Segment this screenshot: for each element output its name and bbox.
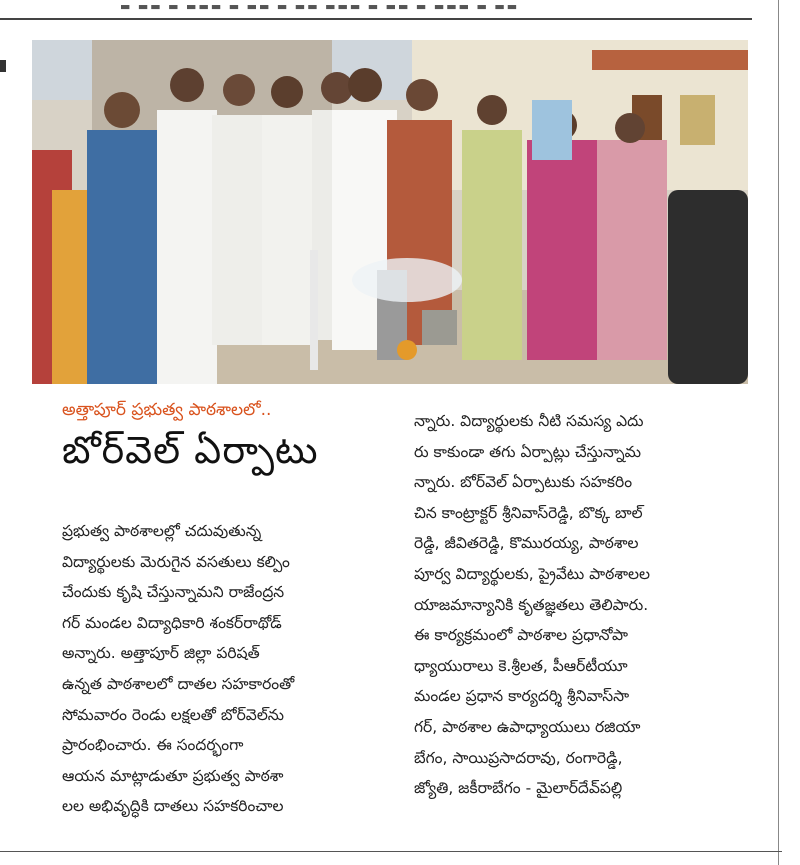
article-body-left-column xyxy=(62,516,402,822)
body-line: గర్, పాఠశాల ఉపాధ్యాయులు రజియా xyxy=(414,717,641,736)
body-line: న్నారు. బోర్‌వెల్ ఏర్పాటుకు సహకరిం xyxy=(414,473,633,492)
left-edge-fragment xyxy=(0,60,6,72)
article-body-right-column xyxy=(414,406,754,804)
article-kicker: అత్తాపూర్ ప్రభుత్వ పాఠశాలలో.. xyxy=(62,400,272,420)
body-line: ఈ కార్యక్రమంలో పాఠశాల ప్రధానోపా xyxy=(414,626,628,645)
body-line: మండల ప్రధాన కార్యదర్శి శ్రీనివాస్‌సా xyxy=(414,687,630,706)
bottom-divider xyxy=(0,851,782,852)
body-line: చిన కాంట్రాక్టర్ శ్రీనివాస్‌రెడ్డి, బొక్క బాల్ xyxy=(414,503,643,522)
news-photo xyxy=(32,40,748,384)
body-line: ఉన్నత పాఠశాలలో దాతల సహకారంతో xyxy=(62,674,295,693)
body-line: ధ్యాయురాలు కె.శ్రీలత, పీఆర్‌టీయూ xyxy=(414,656,628,675)
body-line: యాజమాన్యానికి కృతజ్ఞతలు తెలిపారు. xyxy=(414,595,649,614)
body-line: రు కాకుండా తగు ఏర్పాట్లు చేస్తున్నామ xyxy=(414,442,642,461)
top-divider xyxy=(0,18,752,20)
body-line: బేగం, సాయిప్రసాదరావు, రంగారెడ్డి, xyxy=(414,748,623,767)
body-line: విద్యార్థులకు మెరుగైన వసతులు కల్పిం xyxy=(62,552,290,571)
right-column-divider xyxy=(778,0,779,865)
previous-article-fragment: ▬ ▬▬ ▬ ▬▬▬ ▬ ▬▬ ▬ ▬▬ ▬▬▬ ▬ ▬▬ ▬ ▬▬▬ ▬ ▬▬ xyxy=(120,0,520,13)
body-line: జ్యోతి, జకీరాబేగం - మైలార్‌దేవ్‌పల్లి xyxy=(414,779,623,798)
body-line: గర్ మండల విద్యాధికారి శంకర్‌రాథోడ్ xyxy=(62,613,282,632)
body-line: రెడ్డి, జీవితరెడ్డి, కొమురయ్య, పాఠశాల xyxy=(414,534,639,553)
body-line: ప్రారంభించారు. ఈ సందర్భంగా xyxy=(62,736,244,755)
body-line: అన్నారు. అత్తాపూర్ జిల్లా పరిషత్ xyxy=(62,644,260,663)
body-line: సోమవారం రెండు లక్షలతో బోర్‌వెల్‌ను xyxy=(62,705,285,724)
body-line: ప్రభుత్వ పాఠశాలల్లో చదువుతున్న xyxy=(62,522,262,540)
body-line: చేందుకు కృషి చేస్తున్నామని రాజేంద్రన xyxy=(62,583,285,602)
article-headline: బోర్‌వెల్ ఏర్పాటు xyxy=(62,428,319,472)
body-line: న్నారు. విద్యార్థులకు నీటి సమస్య ఎదు xyxy=(414,412,644,430)
borewell-inauguration-photo xyxy=(32,40,748,384)
body-line: పూర్వ విద్యార్థులకు, ప్రైవేటు పాఠశాలల xyxy=(414,564,650,583)
body-line: లల అభివృద్ధికి దాతలు సహకరించాల xyxy=(62,797,284,816)
body-line: ఆయన మాట్లాడుతూ ప్రభుత్వ పాఠశా xyxy=(62,766,284,785)
